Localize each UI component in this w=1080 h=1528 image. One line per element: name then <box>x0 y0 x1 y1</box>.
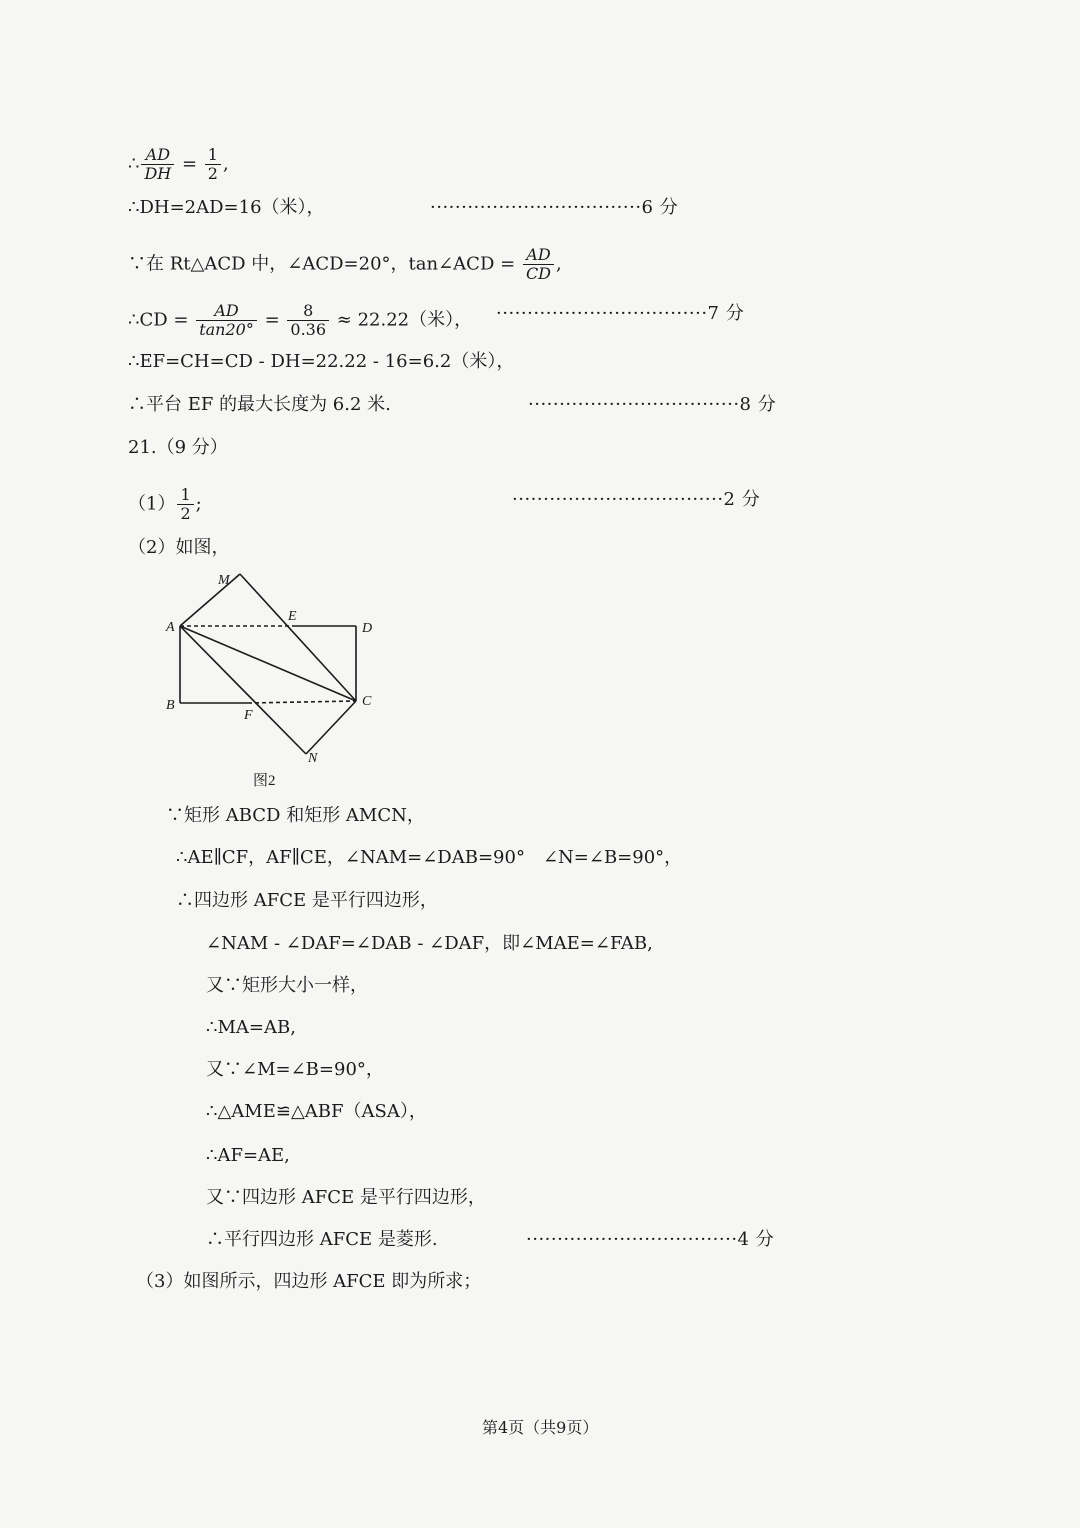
label-c: C <box>362 694 372 709</box>
label-a: A <box>166 620 175 635</box>
score-8: ··································8 分 <box>528 394 777 415</box>
proof-line-11: ∴平行四边形 AFCE 是菱形. <box>206 1229 438 1250</box>
fraction-one-half: $\frac{1}{2}$ <box>205 146 221 183</box>
label-f: F <box>244 708 253 723</box>
part-3-answer: （3）如图所示，四边形 AFCE 即为所求； <box>136 1271 482 1292</box>
proof-line-7: 又∵∠M=∠B=90°， <box>206 1059 384 1080</box>
segment-am <box>180 574 240 626</box>
proof-line-5: 又∵矩形大小一样， <box>206 975 368 996</box>
fraction-one-half-answer: $\frac{1}{2}$ <box>177 486 193 523</box>
score-4: ··································4 分 <box>526 1229 775 1250</box>
score-2: ··································2 分 <box>512 489 761 510</box>
label-e: E <box>288 609 297 624</box>
proof-line-10: 又∵四边形 AFCE 是平行四边形， <box>206 1187 486 1208</box>
segment-ac <box>180 626 356 701</box>
line-cd-value: ∴CD = $\frac{AD}{\tan 20^\circ}$ = $\frac{8}{0.36}$ ≈ 22.22（米）， <box>128 301 473 339</box>
line-ef-max: ∴平台 EF 的最大长度为 6.2 米. <box>128 394 391 415</box>
proof-line-8: ∴△AME≌△ABF（ASA）， <box>206 1101 427 1122</box>
line-dh-value: ∴DH=2AD=16（米）， <box>128 197 325 218</box>
label-d: D <box>362 621 373 636</box>
segment-an <box>180 626 306 754</box>
therefore-symbol: ∴ <box>128 153 140 175</box>
fraction-ad-over-cd: $\frac{AD}{CD}$ <box>523 246 554 283</box>
line-ad-dh-ratio: ∴ $\frac{AD}{DH}$ = $\frac{1}{2}$ , <box>128 145 229 183</box>
question-21-heading: 21.（9 分） <box>128 437 228 458</box>
segment-cn <box>306 701 356 754</box>
fraction-ad-over-tan20: $\frac{AD}{\tan 20^\circ}$ <box>196 302 257 339</box>
page-number-footer: 第4页（共9页） <box>482 1418 599 1437</box>
proof-line-1: ∵矩形 ABCD 和矩形 AMCN， <box>166 805 425 826</box>
fraction-ad-over-dh: $\frac{AD}{DH}$ <box>141 146 174 183</box>
proof-line-4: ∠NAM - ∠DAF=∠DAB - ∠DAF，即∠MAE=∠FAB, <box>206 933 653 954</box>
line-tan-acd: ∵在 Rt△ACD 中，∠ACD=20°，tan∠ACD = $\frac{AD}{CD}$ , <box>128 245 562 283</box>
label-n: N <box>308 751 318 766</box>
part-1-answer: （1） $\frac{1}{2}$ ; <box>128 485 202 523</box>
segment-fc-dashed <box>248 701 356 703</box>
score-7: ··································7 分 <box>496 303 745 324</box>
part-2-heading: （2）如图， <box>128 537 230 558</box>
figure-caption: 图2 <box>253 773 276 789</box>
segment-mc <box>240 574 356 701</box>
fraction-8-over-036: $\frac{8}{0.36}$ <box>287 302 329 339</box>
figure-2-diagram <box>160 565 390 795</box>
label-b: B <box>166 698 175 713</box>
label-m: M <box>218 573 230 588</box>
proof-line-2: ∴AE∥CF，AF∥CE，∠NAM=∠DAB=90° ∠N=∠B=90°， <box>176 847 683 868</box>
proof-line-3: ∴四边形 AFCE 是平行四边形， <box>176 890 438 911</box>
score-6: ··································6 分 <box>430 197 679 218</box>
proof-line-9: ∴AF=AE, <box>206 1145 290 1166</box>
proof-line-6: ∴MA=AB, <box>206 1017 296 1038</box>
line-ef-value: ∴EF=CH=CD - DH=22.22 - 16=6.2（米）， <box>128 351 515 372</box>
